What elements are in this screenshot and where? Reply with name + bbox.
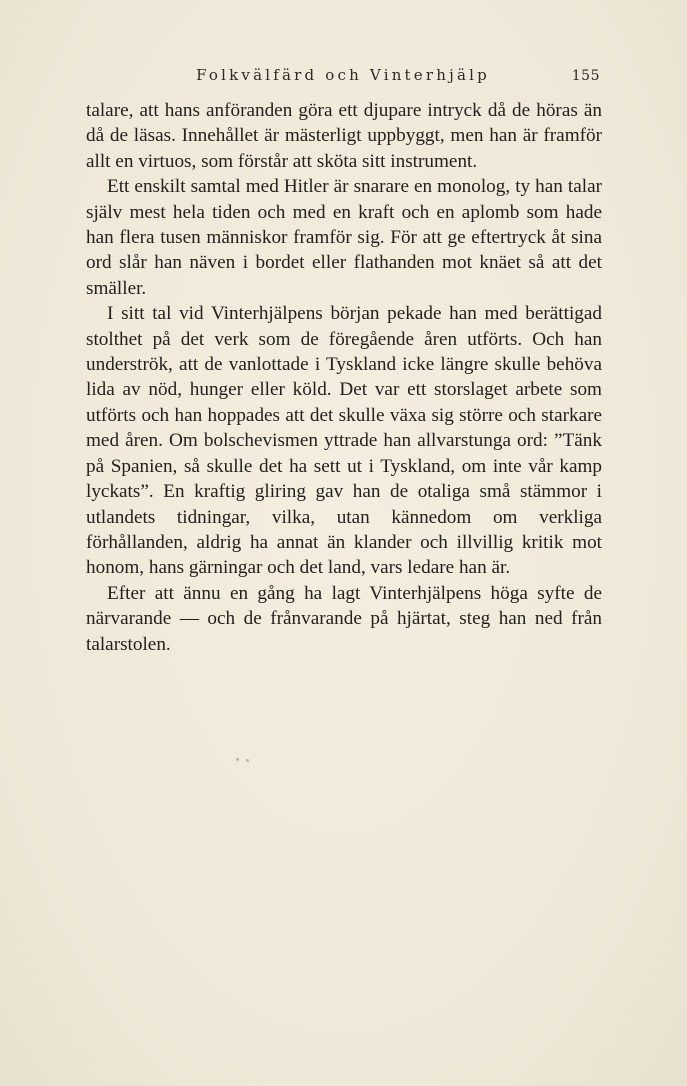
paragraph-continued: talare, att hans anföranden göra ett djupare intryck då de höras än då de läsas. Innehållet är mästerligt uppbyggt, men han är framför allt en virtuos, som förstår att sköta sitt instrument. bbox=[86, 100, 602, 172]
paragraph-winter-relief-speech: I sitt tal vid Vinterhjälpens början pekade han med berättigad stolthet på det verk som de föregående åren utförts. Och han underströk, att de vanlottade i Tyskland icke längre skulle behöva lida av nöd, hunger eller köld. Det var ett storslaget arbete som utförts och han hoppades att det skulle växa sig större och starkare med åren. Om bolschevismen yttrade han allvarstunga ord: ”Tänk på Spanien, så skulle det ha sett ut i Tyskland, om inte vår kamp lyckats”. En kraftig gliring gav han de otaliga små stämmor i utlandets tidningar, vilka, utan kännedom om verkliga förhållanden, aldrig ha annat än klander och illvillig kritik mot honom, hans gärningar och det land, vars ledare han är. bbox=[86, 303, 602, 579]
page-number: 155 bbox=[571, 68, 600, 84]
paragraph-private-conversation: Ett enskilt samtal med Hitler är snarare en monolog, ty han talar själv mest hela tiden och med en kraft och en aplomb som hade han flera tusen människor framför sig. För att ge eftertryck åt sina ord slår han näven i bordet eller flathanden mot knäet så att det smäller. bbox=[86, 176, 602, 299]
body-text bbox=[86, 98, 602, 657]
paper-speck bbox=[236, 758, 239, 761]
paper-speck bbox=[246, 759, 249, 762]
running-title: Folkvälfärd och Vinterhjälp bbox=[196, 66, 490, 84]
paragraph-closing: Efter att ännu en gång ha lagt Vinterhjälpens höga syfte de närvarande — och de frånvarande på hjärtat, steg han ned från talarstolen. bbox=[86, 582, 602, 655]
page-header bbox=[86, 64, 600, 88]
paper-specks bbox=[236, 756, 256, 766]
